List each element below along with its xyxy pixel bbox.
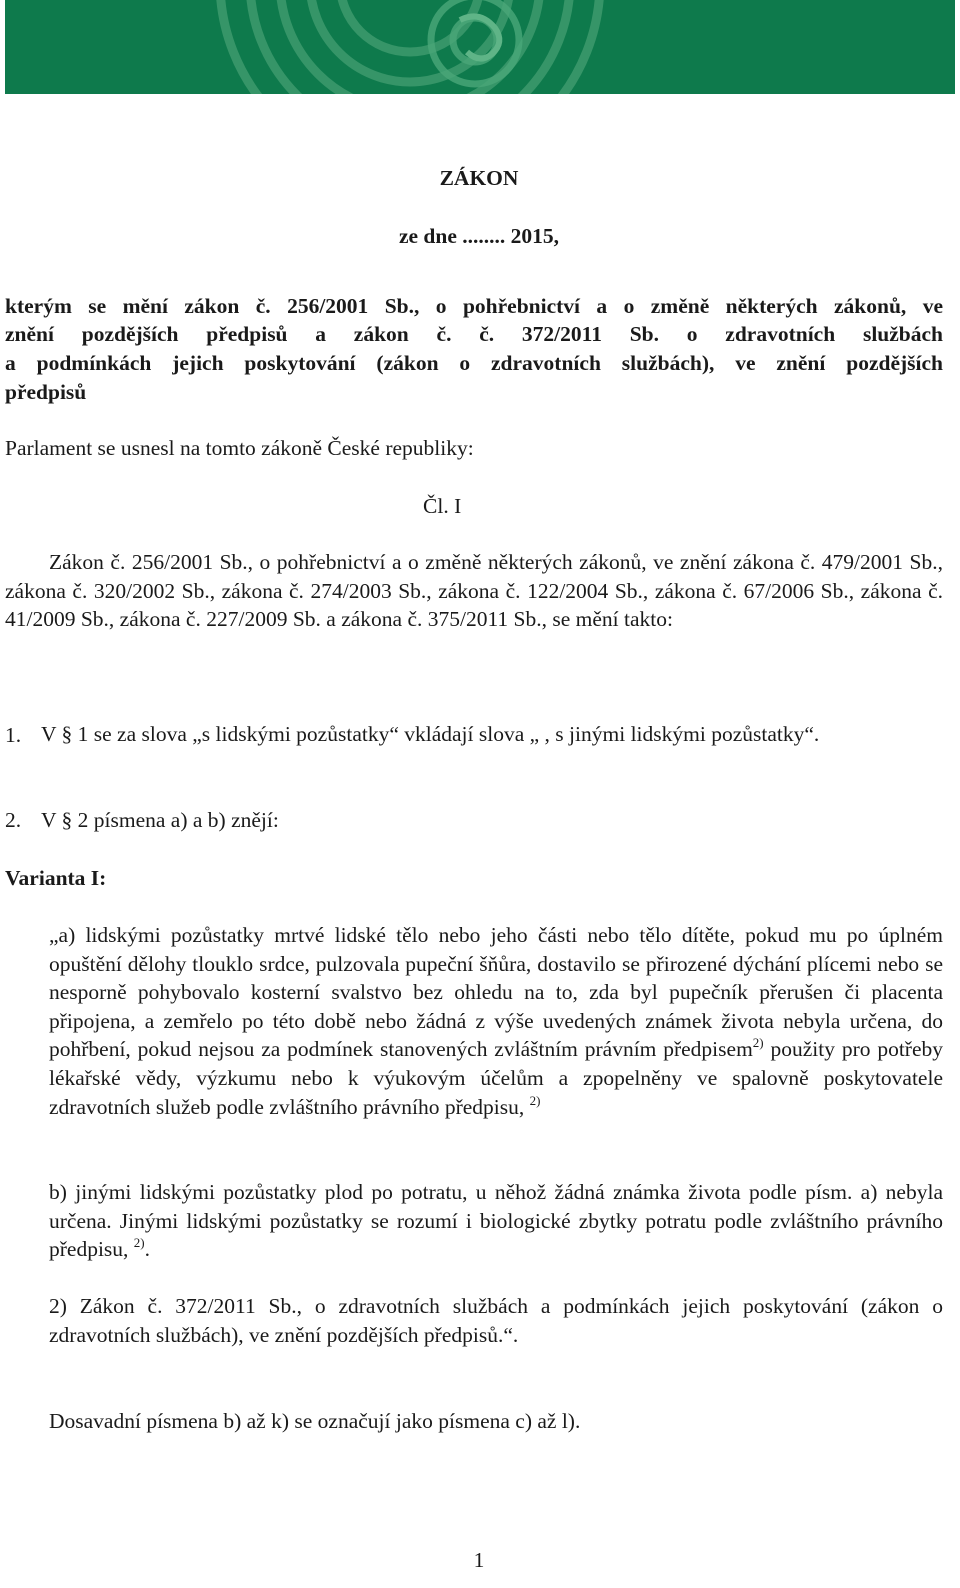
paragraph-a-continuation: použity pro potřeby lékařské vědy, výzkumu nebo k výukovým účelům a zpopelněny ve spalovně poskytovatele zdravotních služeb podle zvláštního právního předpisu,: [49, 1037, 944, 1119]
paragraph-a: [49, 921, 943, 1121]
paragraph-b-text: b) jinými lidskými pozůstatky plod po potratu, u něhož žádná známka života podle písm. a) nebyla určena. Jinými lidskými pozůstatky se rozumí i biologické zbytky potratu podle zvláštního právního předpisu,: [49, 1180, 943, 1262]
document-page: [5, 0, 953, 1588]
date-line: ze dne ........ 2015,: [398, 224, 560, 248]
article-lead: Zákon č. 256/2001 Sb., o pohřebnictví a o změně některých zákonů, ve znění zákona č. 479/2001 Sb., zákona č. 320/2002 Sb., zákona č. 274/2003 Sb., zákona č. 122/2004 Sb., zákona č. 67/2006 Sb., zákona č. 41/2009 Sb., zákona č. 227/2009 Sb. a zákona č. 375/2011 Sb., se mění takto:: [5, 550, 943, 632]
closing-text: Dosavadní písmena b) až k) se označují jako písmena c) až l).: [49, 1409, 581, 1433]
footnote-ref: 2): [752, 1035, 764, 1051]
variant-label: Varianta I:: [5, 866, 107, 890]
paragraph-b-end: .: [144, 1237, 151, 1262]
footnote-ref: 2): [529, 1092, 541, 1108]
subject-line-3: a podmínkách jejich poskytování (zákon o zdravotních službách), ve znění pozdějších: [5, 351, 943, 375]
paragraph-b: [49, 1178, 943, 1264]
footnote-text: 2) Zákon č. 372/2011 Sb., o zdravotních službách a podmínkách jejich poskytování (zákon o zdravotních službách), ve znění pozdějších předpisů.“.: [49, 1294, 943, 1347]
intro-text: Parlament se usnesl na tomto zákoně České republiky:: [5, 436, 474, 460]
article-heading: Čl. I: [423, 494, 462, 518]
footnote-ref: 2): [133, 1235, 145, 1251]
point-1-number: 1.: [5, 723, 22, 747]
point-2-number: 2.: [5, 808, 22, 832]
subject-line-1: kterým se mění zákon č. 256/2001 Sb., o pohřebnictví a o změně některých zákonů, ve: [5, 294, 943, 318]
page-number: 1: [473, 1548, 485, 1572]
point-2-text: V § 2 písmena a) a b) znějí:: [41, 808, 279, 832]
point-1-text: V § 1 se za slova „s lidskými pozůstatky“ vkládají slova „ , s jinými lidskými pozůstatky“.: [41, 722, 820, 746]
subject-line-4: předpisů: [5, 380, 87, 404]
subject-line-2: znění pozdějších předpisů a zákon č. č. 372/2011 Sb. o zdravotních službách: [5, 322, 943, 346]
paragraph-a-text: „a) lidskými pozůstatky mrtvé lidské tělo nebo jeho části nebo tělo dítěte, pokud mu po úplném opuštění dělohy tlouklo srdce, pulzovala pupeční šňůra, dostavilo se přirozené dýchání plícemi nebo se nesporně pohybovalo kosterní svalstvo bez ohledu na to, zda byl pupečník přerušen či placenta připojena, a zemřelo po této době nebo žádná z výše uvedených známek života nebyla určena, do pohřbení, pokud nejsou za podmínek stanovených zvláštním právním předpisem: [49, 923, 943, 1062]
law-heading: ZÁKON: [439, 166, 519, 190]
